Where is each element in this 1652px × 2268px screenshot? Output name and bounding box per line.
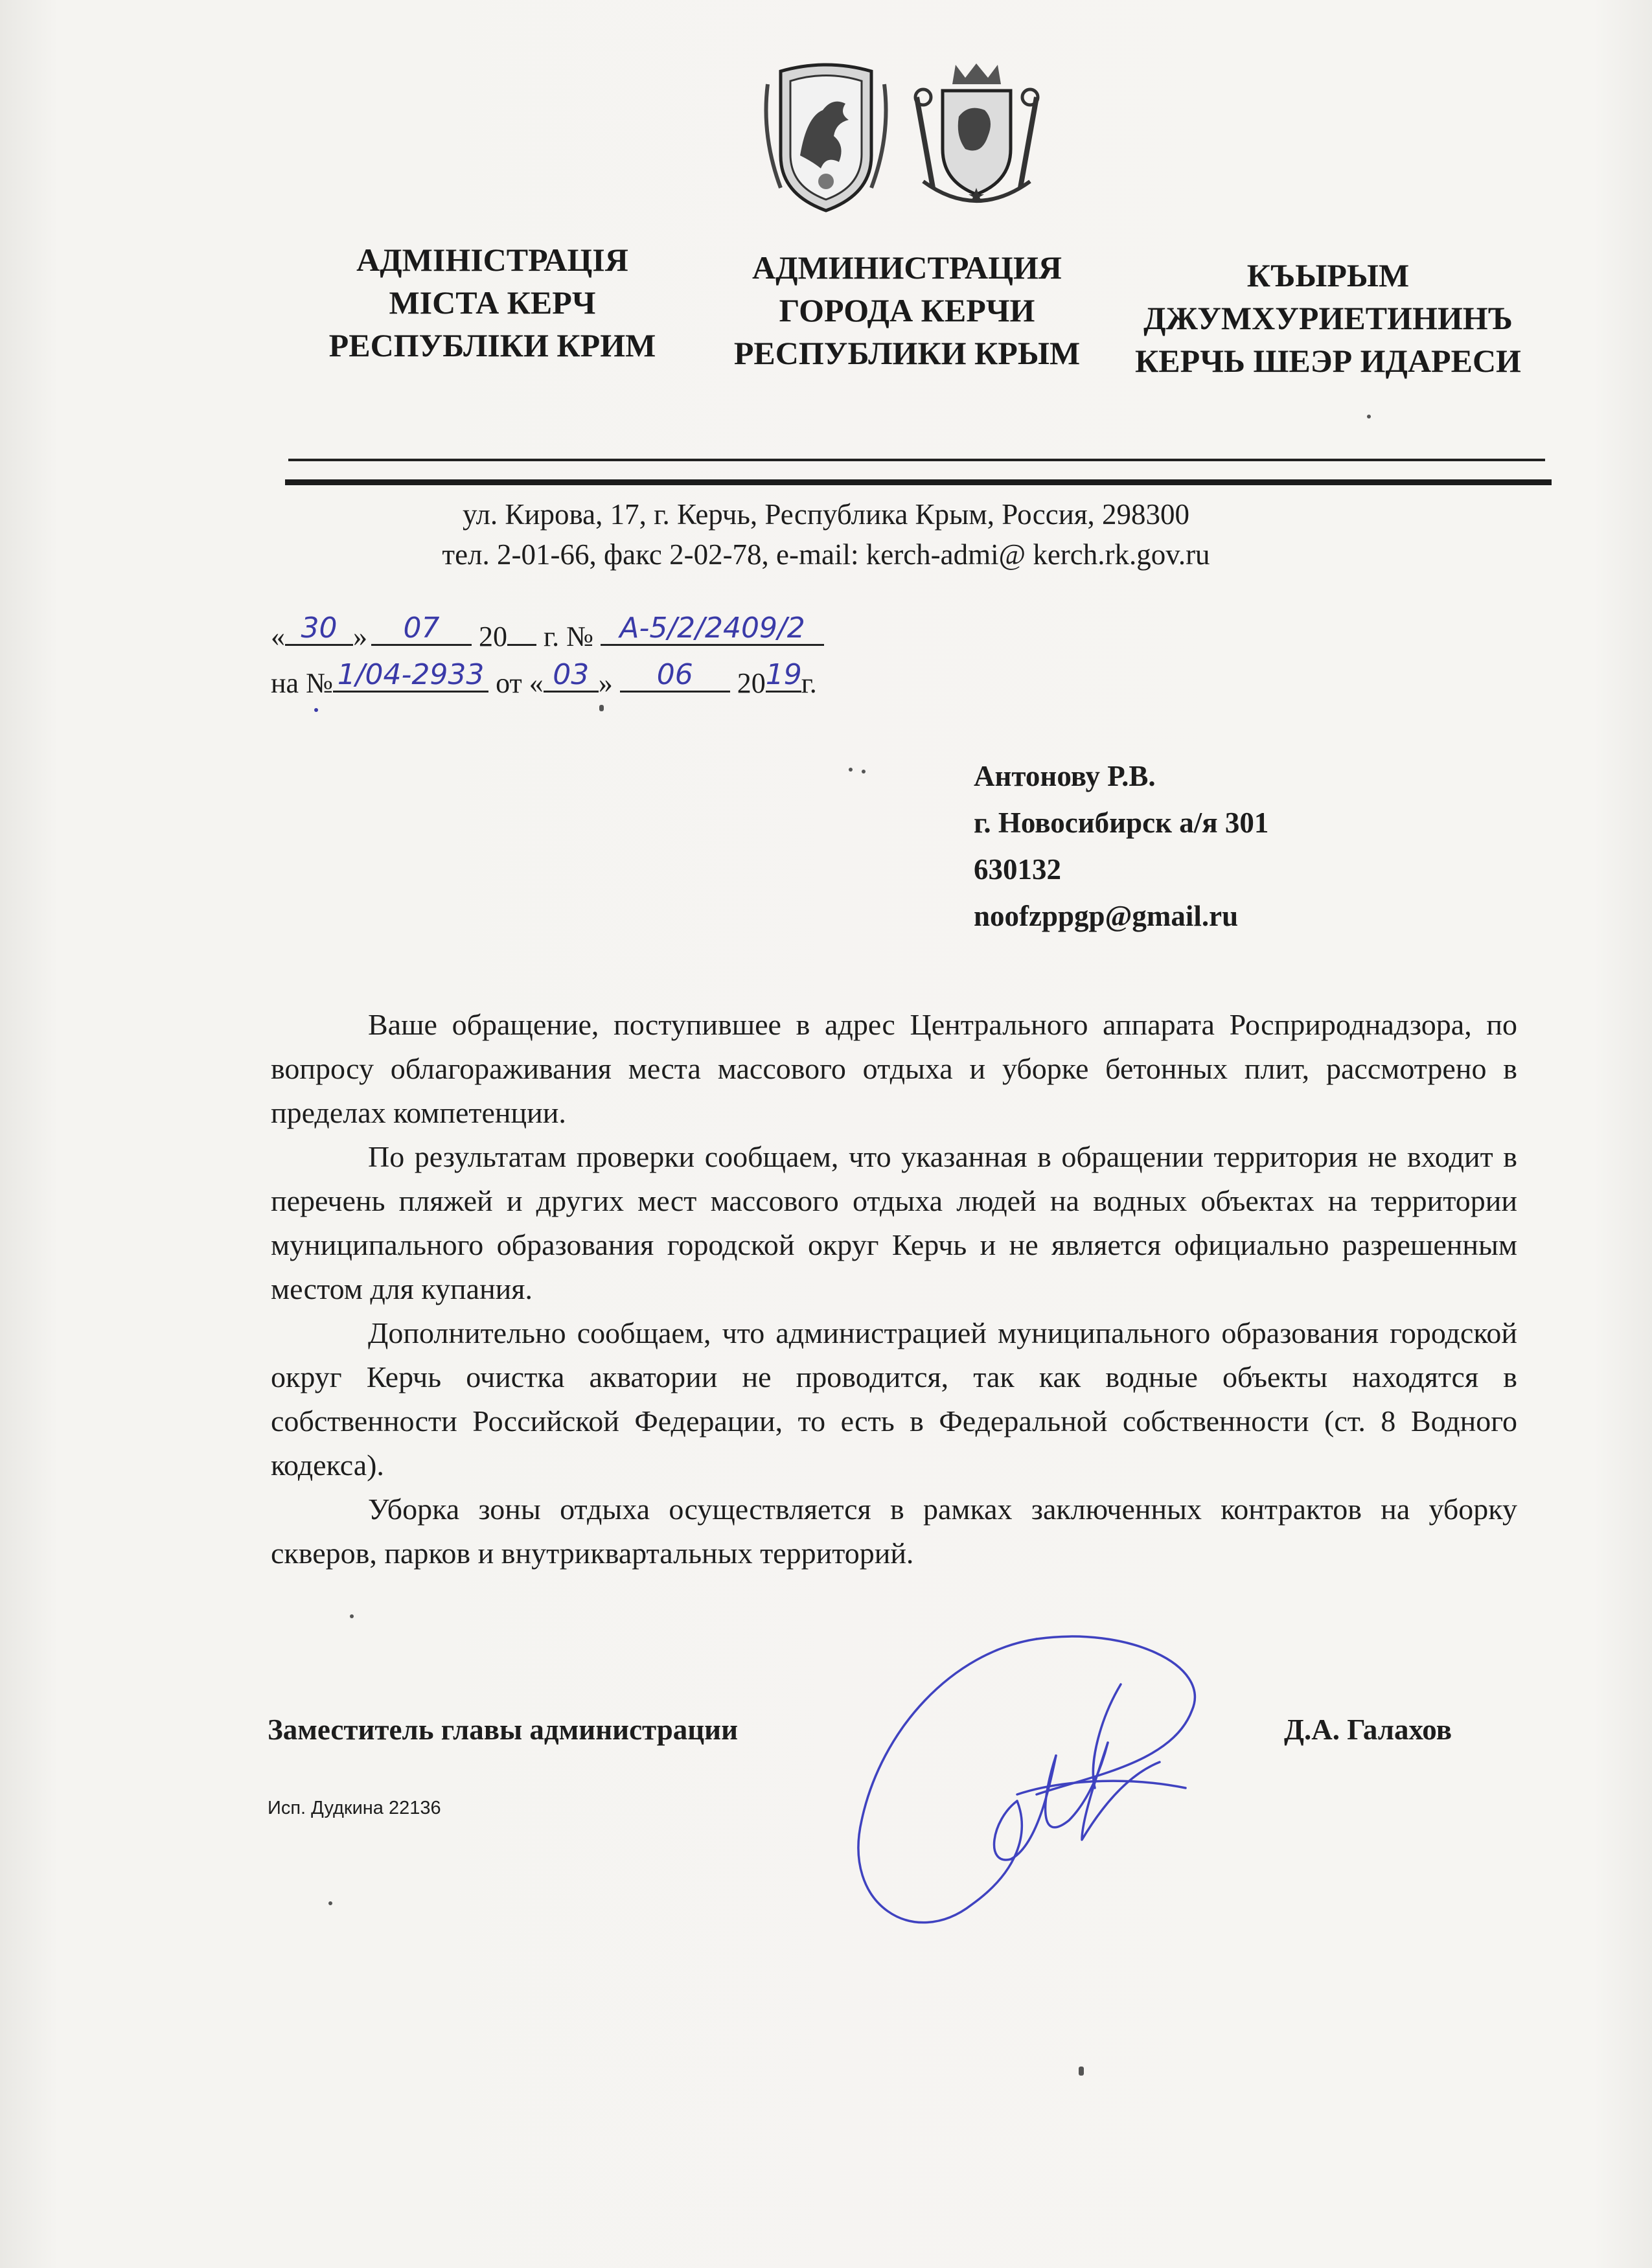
body-paragraph: Дополнительно сообщаем, что администрацией муниципального образования городской округ Керчь очистка акватории не проводится, так как водные объекты находятся в собственности Российской Федерации, то есть в Федеральной собственности (ст. 8 Водного кодекса). (271, 1316, 1517, 1482)
body-paragraph: По результатам проверки сообщаем, что указанная в обращении территория не входит в перечень пляжей и других мест массового отдыха людей на водных объектах на территории муниципального образования городской округ Керчь и не является официально разрешенным местом для купания. (271, 1140, 1517, 1305)
recipient-block (974, 753, 1268, 939)
reply-year-handwritten: 19 (765, 658, 802, 691)
scan-speck (1367, 415, 1371, 418)
outgoing-registration (271, 612, 824, 655)
body-paragraph: Уборка зоны отдыха осуществляется в рамках заключенных контрактов на уборку скверов, парков и внутриквартальных территорий. (271, 1493, 1517, 1570)
reply-day-field (544, 658, 599, 693)
header-line: АДМИНИСТРАЦИЯ (752, 249, 1062, 286)
scan-speck (350, 1614, 354, 1618)
year-prefix: 20 (479, 621, 507, 652)
letter-body (271, 1003, 1517, 1575)
year-field (507, 615, 536, 646)
crimea-coat-of-arms-icon (761, 58, 891, 214)
header-line: КЕРЧЬ ШЕЭР ИДАРЕСИ (1135, 343, 1521, 379)
header-ukrainian (298, 238, 687, 367)
reply-close-quote: » (598, 667, 613, 699)
header-line: ГОРОДА КЕРЧИ (779, 292, 1035, 328)
header-divider-thick (285, 479, 1552, 485)
header-crimean-tatar (1114, 254, 1542, 382)
reply-month-handwritten: 06 (656, 658, 693, 691)
reply-number-handwritten: 1/04-2933 (337, 658, 485, 691)
body-paragraph: Ваше обращение, поступившее в адрес Центрального аппарата Росприроднадзора, по вопросу облагораживания места массового отдыха и уборке бетонных плит, рассмотрено в пределах компетенции. (271, 1008, 1517, 1129)
scan-speck (862, 770, 866, 773)
header-line: ДЖУМХУРИЕТИНИНЪ (1143, 300, 1513, 336)
month-field (371, 612, 472, 646)
reply-year-field (765, 658, 802, 693)
scan-speck (849, 768, 853, 772)
month-handwritten: 07 (403, 612, 440, 645)
from-label: от « (496, 667, 544, 699)
handwritten-signature (823, 1626, 1231, 1950)
signer-position: Заместитель главы администрации (268, 1713, 739, 1746)
header-line: РЕСПУБЛІКИ КРИМ (328, 327, 656, 363)
reply-year-g: г. (801, 667, 817, 699)
open-quote: « (271, 621, 285, 652)
signer-name: Д.А. Галахов (1284, 1713, 1452, 1746)
recipient-email: noofzppgp@gmail.ru (974, 900, 1239, 932)
number-label: г. № (544, 621, 594, 652)
header-line: РЕСПУБЛИКИ КРЫМ (733, 335, 1081, 371)
recipient-city: г. Новосибирск а/я 301 (974, 807, 1269, 839)
header-divider-thin (288, 459, 1545, 461)
recipient-name: Антонову Р.В. (974, 760, 1156, 792)
scan-speck (328, 1901, 332, 1905)
day-field (285, 612, 353, 646)
reply-registration (271, 658, 817, 702)
address-line: ул. Кирова, 17, г. Керчь, Республика Крым, Россия, 298300 (462, 498, 1190, 531)
day-handwritten: 30 (301, 612, 338, 645)
header-line: МІСТА КЕРЧ (389, 284, 596, 321)
number-handwritten: А-5/2/2409/2 (619, 612, 805, 645)
reply-number-field (333, 658, 488, 693)
reply-day-handwritten: 03 (553, 658, 590, 691)
executor-note: Исп. Дудкина 22136 (268, 1798, 441, 1818)
kerch-coat-of-arms-icon (904, 58, 1050, 214)
recipient-postcode: 630132 (974, 853, 1061, 886)
header-line: АДМІНІСТРАЦІЯ (356, 242, 628, 278)
scan-speck (599, 705, 604, 711)
reply-year-prefix: 20 (737, 667, 766, 699)
reply-month-field (620, 658, 730, 693)
header-russian (713, 246, 1101, 374)
number-field (601, 612, 824, 646)
contacts-line: тел. 2-01-66, факс 2-02-78, e-mail: kerch-admi@ kerch.rk.gov.ru (442, 538, 1210, 571)
close-quote: » (353, 621, 367, 652)
reply-label: на № (271, 667, 334, 699)
header-line: КЪЫРЫМ (1246, 257, 1410, 293)
ink-speck (314, 708, 318, 712)
scan-speck (1079, 2067, 1084, 2076)
